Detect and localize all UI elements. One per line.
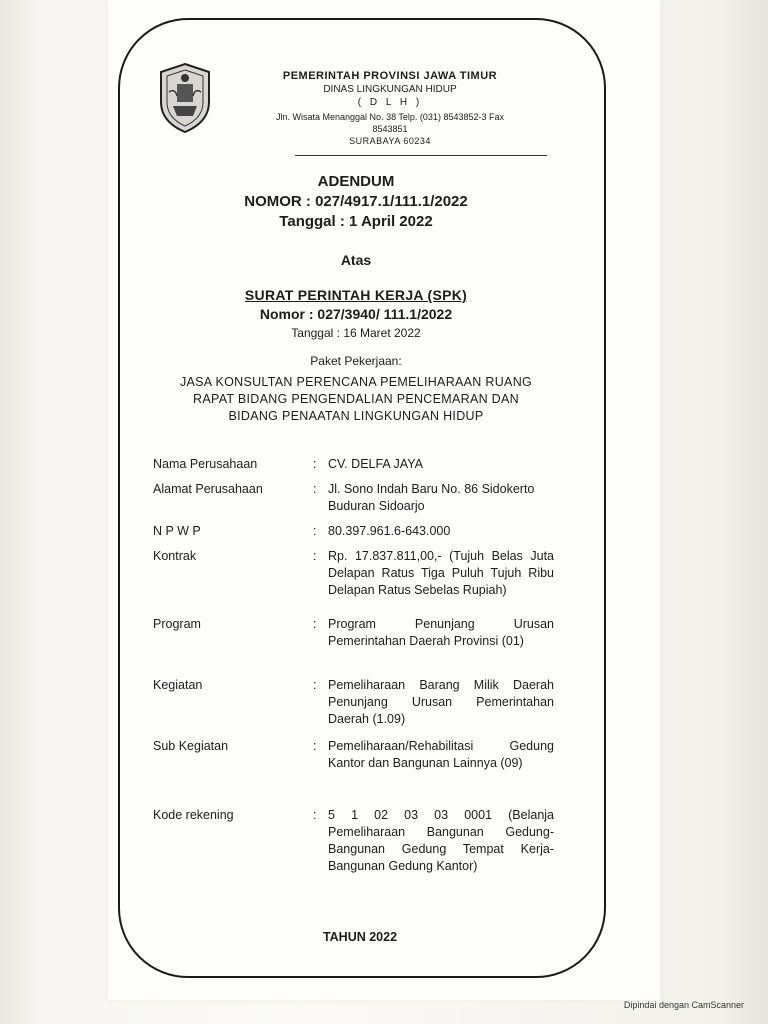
detail-label: Kontrak [153, 549, 197, 563]
tahun-label: TAHUN 2022 [322, 930, 398, 944]
detail-colon: : [313, 524, 317, 538]
spk-title: SURAT PERINTAH KERJA (SPK) [244, 287, 468, 303]
letterhead-government: PEMERINTAH PROVINSI JAWA TIMUR [282, 70, 498, 82]
letterhead-text [220, 70, 560, 147]
detail-colon: : [313, 457, 317, 471]
document-title-block [150, 172, 562, 232]
detail-label: Nama Perusahaan [153, 457, 258, 471]
detail-value: 80.397.961.6-643.000 [328, 524, 451, 538]
spk-date: Tanggal : 16 Maret 2022 [291, 326, 421, 340]
detail-colon: : [313, 808, 317, 822]
detail-value: Pemeliharaan/Rehabilitasi Gedung Kantor dan Bangunan Lainnya (09) [328, 739, 554, 770]
detail-value: Rp. 17.837.811,00,- (Tujuh Belas Juta Delapan Ratus Tiga Puluh Tujuh Ribu Delapan Ratus Sebelas Rupiah) [328, 549, 554, 597]
spk-number: Nomor : 027/3940/ 111.1/2022 [259, 306, 453, 322]
detail-value: CV. DELFA JAYA [328, 457, 423, 471]
detail-label: Alamat Perusahaan [153, 482, 263, 496]
letterhead-divider [295, 155, 547, 156]
detail-value: 5 1 02 03 03 0001 (Belanja Pemeliharaan Bangunan Gedung-Bangunan Gedung Tempat Kerja-Bangunan Gedung Kantor) [328, 808, 554, 873]
letterhead-fax: 8543851 [372, 124, 408, 134]
detail-value: Program Penunjang Urusan Pemerintahan Daerah Provinsi (01) [328, 617, 554, 648]
document-date: Tanggal : 1 April 2022 [279, 213, 433, 230]
detail-label: Kegiatan [153, 678, 203, 692]
detail-colon: : [313, 482, 317, 496]
detail-colon: : [313, 678, 317, 692]
paket-label: Paket Pekerjaan: [310, 354, 402, 368]
detail-label: N P W P [153, 524, 201, 538]
paket-name [150, 374, 562, 425]
detail-label: Program [153, 617, 201, 631]
atas-label: Atas [340, 252, 372, 268]
detail-colon: : [313, 739, 317, 753]
letterhead-city: SURABAYA 60234 [349, 136, 431, 146]
detail-colon: : [313, 617, 317, 631]
detail-label: Sub Kegiatan [153, 739, 229, 753]
detail-value: Pemeliharaan Barang Milik Daerah Penunjang Urusan Pemerintahan Daerah (1.09) [328, 678, 554, 726]
provincial-emblem-icon [155, 62, 215, 134]
detail-colon: : [313, 549, 317, 563]
document-title: ADENDUM [317, 173, 395, 190]
spk-block [150, 286, 562, 343]
detail-label: Kode rekening [153, 808, 234, 822]
letterhead-abbr: ( D L H ) [357, 97, 423, 108]
letterhead [150, 60, 560, 160]
paket-line-1: JASA KONSULTAN PERENCANA PEMELIHARAAN RUANG [179, 375, 533, 389]
camscanner-watermark: Dipindai dengan CamScanner [623, 1000, 744, 1010]
paket-line-2: RAPAT BIDANG PENGENDALIAN PENCEMARAN DAN [193, 392, 519, 406]
paket-line-3: BIDANG PENAATAN LINGKUNGAN HIDUP [228, 409, 484, 423]
detail-value: Jl. Sono Indah Baru No. 86 Sidokerto Buduran Sidoarjo [328, 482, 535, 513]
letterhead-address: Jln. Wisata Menanggal No. 38 Telp. (031) 8543852-3 Fax [276, 112, 504, 122]
letterhead-agency: DINAS LINGKUNGAN HIDUP [323, 84, 457, 95]
document-number: NOMOR : 027/4917.1/111.1/2022 [244, 193, 468, 210]
